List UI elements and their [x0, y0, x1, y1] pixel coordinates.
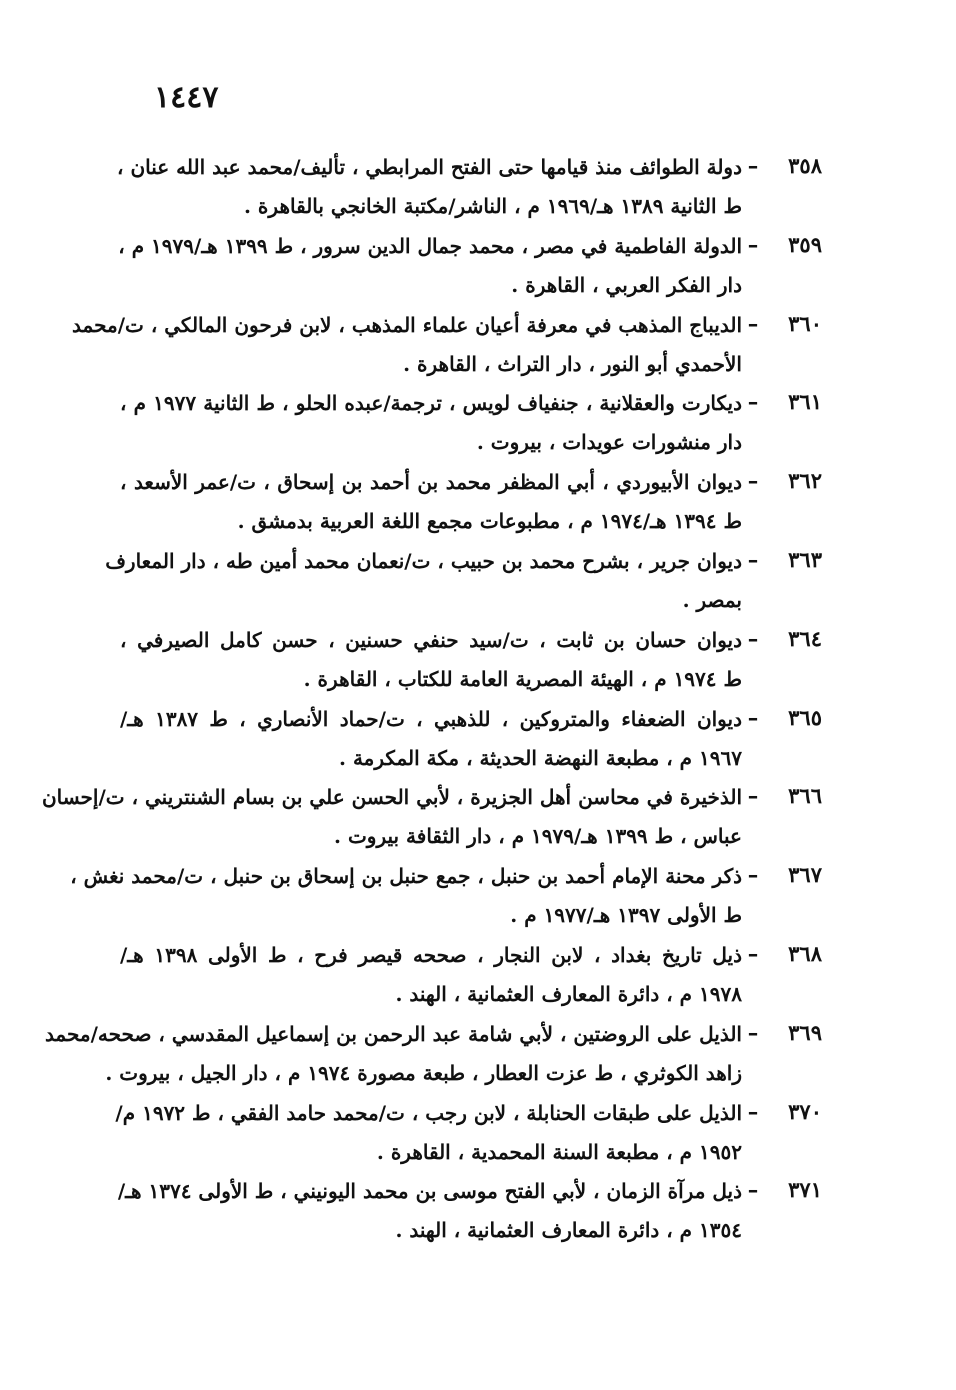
bibliography-entry	[120, 700, 822, 779]
entry-line: دولة الطوائف منذ قيامها حتى الفتح المرابطي ، تأليف/محمد عبد الله عنان ،	[117, 155, 742, 179]
bibliography-entry	[115, 1094, 822, 1173]
entry-number: ٣٦٤	[788, 625, 822, 651]
entry-line: الديباج المذهب في معرفة أعيان علماء المذهب ، لابن فرحون المالكي ، ت/محمد	[72, 312, 742, 337]
entry-dash: –	[747, 1098, 759, 1124]
entry-number: ٣٥٩	[788, 231, 822, 257]
entry-dash: –	[747, 468, 759, 494]
bibliography-entry	[120, 936, 822, 1015]
entry-line: الأحمدي أبو النور ، دار التراث ، القاهرة .	[403, 351, 742, 376]
entry-number: ٣٧١	[788, 1177, 822, 1203]
entry-text	[105, 542, 742, 620]
entry-text	[115, 1094, 742, 1172]
entry-text	[72, 306, 742, 384]
entry-number: ٣٦٠	[788, 310, 822, 336]
page-number: ١٤٤٧	[154, 80, 219, 115]
entry-dash: –	[747, 153, 759, 178]
entry-line: ديكارت والعقلانية ، جنفياف لويس ، ترجمة/عبده الحلو ، ط الثانية ١٩٧٧ م ،	[120, 391, 742, 416]
bibliography-entry	[105, 542, 822, 621]
entry-line: ذيل تاريخ بغداد ، لابن النجار ، صححه قيصر فرح ، ط الأولى ١٣٩٨ هـ/	[120, 942, 742, 967]
entry-line: ١٩٥٢ م ، مطبعة السنة المحمدية ، القاهرة .	[376, 1139, 742, 1164]
entry-dash: –	[747, 389, 759, 415]
entry-text	[120, 621, 742, 699]
entry-line: ١٩٧٨ م ، دائرة المعارف العثمانية ، الهند .	[395, 981, 742, 1006]
entry-text	[120, 384, 742, 462]
entry-text	[120, 936, 742, 1014]
entry-line: ديوان جرير ، بشرح محمد بن حبيب ، ت/نعمان محمد أمين طه ، دار المعارف	[105, 548, 742, 573]
entry-number: ٣٦٥	[788, 704, 822, 730]
entry-text	[120, 700, 742, 778]
bibliography-entry	[120, 463, 822, 542]
entry-number: ٣٦٦	[788, 783, 822, 809]
entry-text	[120, 463, 742, 541]
entry-text	[70, 857, 742, 935]
entry-line: الدولة الفاطمية في مصر ، محمد جمال الدين سرور ، ط ١٣٩٩ هـ/١٩٧٩ م ،	[118, 233, 742, 258]
entry-dash: –	[747, 1177, 759, 1203]
bibliography-entry	[120, 621, 822, 700]
entry-line: ديوان الأبيوردي ، أبي المظفر محمد بن أحمد بن إسحاق ، ت/عمر الأسعد ،	[120, 470, 742, 495]
entry-text	[41, 778, 742, 856]
bibliography-entry	[44, 1015, 822, 1094]
entry-line: ط الثانية ١٣٨٩ هـ/١٩٦٩ م ، الناشر/مكتبة الخانجي بالقاهرة .	[244, 194, 742, 218]
bibliography-list	[41, 148, 822, 1251]
entry-line: بمصر .	[682, 587, 742, 612]
entry-line: الذيل على الروضتين ، لأبي شامة عبد الرحمن بن إسماعيل المقدسي ، صححه/محمد	[44, 1021, 742, 1046]
bibliography-entry	[117, 148, 822, 227]
entry-line: ١٣٥٤ م ، دائرة المعارف العثمانية ، الهند .	[395, 1218, 742, 1243]
entry-line: عباس ، ط ١٣٩٩ هـ/١٩٧٩ م ، دار الثقافة بيروت .	[334, 824, 742, 849]
entry-dash: –	[747, 704, 759, 730]
entry-line: ط ١٩٧٤ م ، الهيئة المصرية العامة للكتاب ، القاهرة .	[303, 666, 742, 691]
entry-dash: –	[747, 783, 759, 809]
entry-number: ٣٦٨	[788, 940, 822, 966]
entry-dash: –	[747, 546, 759, 572]
entry-number: ٣٧٠	[788, 1098, 822, 1124]
entry-dash: –	[747, 310, 759, 336]
bibliography-entry	[117, 1172, 822, 1251]
entry-number: ٣٦٢	[788, 468, 822, 494]
entry-line: زاهد الكوثري ، ط عزت العطار ، طبعة مصورة ١٩٧٤ م ، دار الجيل ، بيروت .	[105, 1060, 742, 1085]
entry-dash: –	[747, 940, 759, 966]
entry-number: ٣٦٩	[788, 1019, 822, 1045]
entry-dash: –	[747, 1019, 759, 1045]
bibliography-entry	[72, 306, 822, 385]
entry-text	[120, 227, 742, 305]
entry-line: ديوان حسان بن ثابت ، ت/سيد حنفي حسنين ، حسن كامل الصيرفي ،	[120, 627, 742, 652]
entry-line: دار الفكر العربي ، القاهرة .	[511, 272, 742, 297]
entry-line: ط ١٣٩٤ هـ/١٩٧٤ م ، مطبوعات مجمع اللغة العربية بدمشق .	[237, 509, 742, 534]
bibliography-entry	[120, 227, 822, 306]
entry-text	[117, 1172, 742, 1250]
entry-line: ذكر محنة الإمام أحمد بن حنبل ، جمع حنبل بن إسحاق بن حنبل ، ت/محمد نغش ،	[70, 864, 742, 889]
entry-line: ط الأولى ١٣٩٧ هـ/١٩٧٧ م .	[510, 903, 742, 928]
entry-number: ٣٥٨	[788, 153, 822, 178]
entry-dash: –	[747, 231, 759, 257]
entry-line: الذيل على طبقات الحنابلة ، لابن رجب ، ت/محمد حامد الفقي ، ط ١٩٧٢ م/	[115, 1100, 742, 1125]
entry-number: ٣٦١	[788, 389, 822, 415]
bibliography-entry	[120, 384, 822, 463]
bibliography-entry	[70, 857, 822, 936]
entry-text	[117, 148, 742, 226]
entry-dash: –	[747, 862, 759, 888]
entry-line: ذيل مرآة الزمان ، لأبي الفتح موسى بن محمد اليونيني ، ط الأولى ١٣٧٤ هـ/	[117, 1179, 742, 1204]
entry-dash: –	[747, 625, 759, 651]
entry-line: دار منشورات عويدات ، بيروت .	[476, 430, 742, 455]
entry-number: ٣٦٧	[788, 862, 822, 888]
entry-text	[44, 1015, 742, 1093]
entry-line: الذخيرة في محاسن أهل الجزيرة ، لأبي الحسن علي بن بسام الشنتريني ، ت/إحسان	[41, 785, 742, 810]
entry-number: ٣٦٣	[788, 546, 822, 572]
entry-line: ١٩٦٧ م ، مطبعة النهضة الحديثة ، مكة المكرمة .	[339, 745, 742, 770]
entry-line: ديوان الضعفاء والمتروكين ، للذهبي ، ت/حماد الأنصاري ، ط ١٣٨٧ هـ/	[120, 706, 742, 731]
bibliography-entry	[41, 778, 822, 857]
